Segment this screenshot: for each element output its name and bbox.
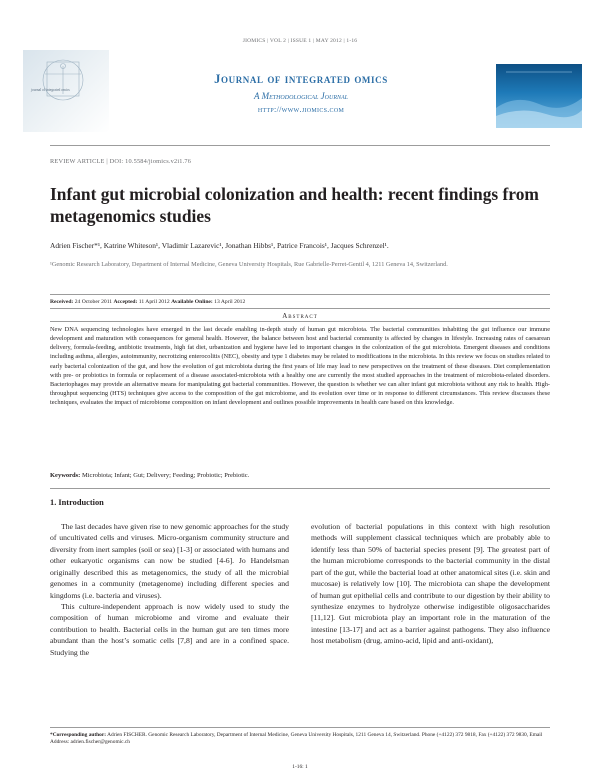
footnote-text: Adrien FISCHER. Genomic Research Laboratory, Department of Internal Medicine, Geneva University Hospitals, 1211 Geneva 14, Switzerland. Phone (+4122) 372 9818, Fax (+4122) 372 9830, Email Address: adrien.fischer@genomic.ch <box>50 732 543 746</box>
section-heading-introduction: 1. Introduction <box>50 498 104 507</box>
accepted-date: 11 April 2012 <box>137 299 172 305</box>
cover-art-icon <box>496 64 582 128</box>
online-date: 13 April 2012 <box>212 299 246 305</box>
intro-paragraph-1: The last decades have given rise to new genomic approaches for the study of uncultivated cells and viruses. Micro-organism community structure and diversity from inert samples (soil or sea) [1-3] or associated with humans and other eukaryotic organisms can now be studied [4-6]. Jo Handelsman originally described this as metagenomics, the study of all the microbial genomes in a community (metagenome) including different species and kingdoms (i.e. bacteria and viruses). <box>50 522 289 600</box>
running-head: JIOMICS | VOL 2 | ISSUE 1 | MAY 2012 | 1-16 <box>242 38 358 44</box>
keywords-text: Microbiota; Infant; Gut; Delivery; Feeding; Probiotic; Prebiotic. <box>80 472 250 479</box>
masthead-divider <box>50 145 550 146</box>
received-label: Received: <box>50 299 74 305</box>
corresponding-author-footnote <box>50 732 550 747</box>
author-list: Adrien Fischer*¹, Katrine Whiteson¹, Vladimir Lazarevic¹, Jonathan Hibbs¹, Patrice Francois¹, Jacques Schrenzel¹. <box>50 241 389 250</box>
cover-thumbnail-right <box>496 64 582 128</box>
left-column <box>50 521 289 658</box>
intro-paragraph-continued: evolution of bacterial populations in this context with high resolution methods will supplement classical techniques which are probably able to identify less than 50% of bacterial species present [9]. The greatest part of the human microbiome corresponds to the bacterial community in the distal part of the gut, while the bacterial load at other anatomical sites (i.e. skin and mucosae) is relatively low [10]. The microbiota can shape the development of human gut epithelial cells and contribute to our digestion by their ability to synthesize enzymes to hydrolyze otherwise indigestible oligosaccharides [11,12]. Gut microbiota play an important role in the maturation of the intestine [13-17] and act as a barrier against pathogens. They also influence host metabolism (drug, amino-acid, lipid and anti-oxidant), <box>311 522 550 646</box>
article-dates <box>50 299 245 305</box>
affiliation: ¹Genomic Research Laboratory, Department of Internal Medicine, Geneva University Hospitals, Rue Gabrielle-Perret-Gentil 4, 1211 Geneva 14, Switzerland. <box>50 261 448 268</box>
footnote-divider <box>50 727 550 728</box>
online-label: Available Online: <box>171 299 213 305</box>
page-number: 1-16: 1 <box>292 764 308 770</box>
journal-subtitle: A Methodological Journal <box>253 91 348 101</box>
abstract-heading-divider <box>50 321 550 322</box>
received-date: 24 October 2011 <box>73 299 114 305</box>
accepted-label: Accepted: <box>113 299 138 305</box>
abstract-text: New DNA sequencing technologies have emerged in the last decade enabling in-depth study of human gut microbiota. The bacterial communities inhabiting the gut influence our immune development and maturation with consequences for general health. However, the balance between host and bacterial community is affected by changes in lifestyle. Increasing rates of caesarean delivery, formula-feeding, antibiotic treatments, high fat diet, urbanization and hygiene have led to important changes in the colonization of the gut microbiota. Emergent diseases and conditions including asthma, allergies, autoimmunity, necrotizing enterocolitis (NEC), obesity and type 1 diabetes may be related to modifications in the microbiota. In this review we focus on studies related to early bacterial colonization of the gut, and how the evolution of gut microbiota during the first years of life may lead to new perspectives on the treatment of these diseases. Diet complementation with pre- or probiotics in formula or replacement of a disease associated-microbiota with a healthy one are currently the most studied approaches in the treatment of microbiota-related disorders. Bacteriophages may provide an alternative means for manipulating gut bacterial communities. However, the question is whether we can alter infant gut microbiota without any risk to health. High-throughput sequencing (HTS) techniques give access to the composition of the gut microbiome, and its evolution over time or in response to different circumstances. This review discusses these techniques, evaluates the impact of microbiome composition on infant development and outlines possible improvements in health care based on this knowledge. <box>50 326 550 406</box>
article-title: Infant gut microbial colonization and health: recent findings from metagenomics studies <box>50 184 539 226</box>
keywords-label: Keywords: <box>50 472 81 479</box>
journal-name: Journal of integrated omics <box>214 72 388 86</box>
abstract-top-divider <box>50 308 550 309</box>
journal-url-link[interactable]: http://www.jiomics.com <box>257 105 345 114</box>
cover-caption: journal of integrated omics <box>31 88 70 92</box>
article-type-doi: REVIEW ARTICLE | DOI: 10.5584/jiomics.v2i1.76 <box>50 158 192 165</box>
footnote-label: *Corresponding author: <box>50 732 107 738</box>
intro-paragraph-2: This culture-independent approach is now widely used to study the composition of human microbiome and virome and evaluate their contribution to health. Bacterial cells in the human gut are ten times more abundant than the host’s somatic cells [7,8] and are in a confined space. Studying the <box>50 601 289 657</box>
header-divider <box>50 294 550 295</box>
abstract-heading: Abstract <box>282 312 318 320</box>
cover-thumbnail-left <box>23 50 109 132</box>
keywords <box>50 472 550 479</box>
journal-title-block <box>110 72 492 114</box>
right-column <box>311 521 550 647</box>
keywords-divider <box>50 488 550 489</box>
journal-masthead <box>0 50 600 142</box>
